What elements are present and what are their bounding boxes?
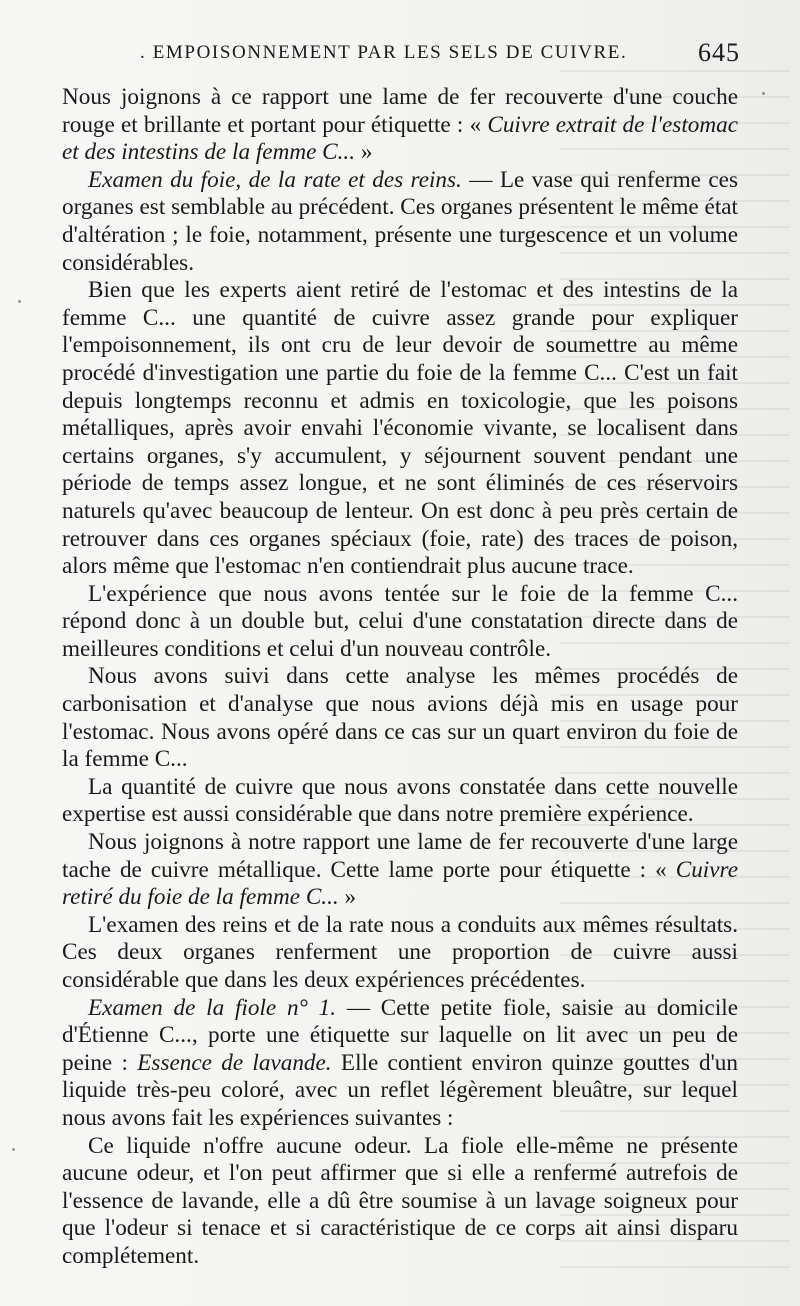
section-heading: Examen du foie, de la rate et des reins. <box>88 166 462 193</box>
paragraph <box>62 581 738 664</box>
text-run: L'expérience que nous avons tentée sur le foie de la femme C... répond donc à un double but, celui d'une constatation directe dans de meilleures conditions et celui d'un nouveau contrôle. <box>62 580 738 662</box>
text-run: La quantité de cuivre que nous avons constatée dans cette nouvelle expertise est aussi considérable que dans notre première expérience. <box>62 773 738 828</box>
paragraph <box>62 167 738 277</box>
text-run: Bien que les experts aient retiré de l'estomac et des intestins de la femme C... une quantité de cuivre assez grande pour expliquer l'empoisonnement, ils ont cru de leur devoir de soumettre au même procédé d'investigation une partie du foie de la femme C... C'est un fait depuis longtemps reconnu et admis en toxicologie, que les poisons métalliques, après avoir envahi l'économie vivante, se localisent dans certains organes, s'y accumulent, y séjournent souvent pendant une période de temps assez longue, et ne sont éliminés de ces réservoirs naturels qu'avec beaucoup de lenteur. On est donc à peu près certain de retrouver dans ces organes spéciaux (foie, rate) des traces de poison, alors même que l'estomac n'en contiendrait plus aucune trace. <box>62 277 738 580</box>
paper-speck <box>762 92 765 95</box>
text-run: L'examen des reins et de la rate nous a conduits aux mêmes résultats. Ces deux organes renferment une proportion de cuivre aussi considérable que dans les deux expériences précédentes. <box>62 911 738 993</box>
italic-run: Cuivre retiré du foie de la femme C... <box>62 856 738 911</box>
text-run: — Cette petite fiole, saisie au domicile d'Étienne C..., porte une étiquette sur laquelle on lit avec un peu de peine : <box>62 994 739 1076</box>
paragraph <box>62 912 738 995</box>
italic-run: Cuivre extrait de l'estomac et des intestins de la femme C... <box>62 111 738 166</box>
text-run: — Le vase qui renferme ces organes est semblable au précédent. Ces organes présentent le même état d'altération ; le foie, notamment, présente une turgescence et un volume considérables. <box>62 166 738 276</box>
page-header <box>140 38 740 78</box>
paragraph <box>62 829 738 912</box>
paragraph <box>62 663 738 773</box>
text-run: Elle contient environ quinze gouttes d'un liquide très-peu coloré, avec un reflet légèrement bleuâtre, sur lequel nous avons fait les expériences suivantes : <box>62 1049 738 1131</box>
text-body <box>62 84 738 1271</box>
paper-speck <box>18 300 21 303</box>
paragraph <box>62 277 738 581</box>
page-number: 645 <box>698 38 740 67</box>
text-run: Nous joignons à ce rapport une lame de fer recouverte d'une couche rouge et brillante et portant pour étiquette : « <box>62 84 738 138</box>
paragraph <box>62 1133 738 1271</box>
paragraph <box>62 84 738 167</box>
text-run: » <box>360 139 373 166</box>
paper-speck <box>12 1148 15 1151</box>
paragraph <box>62 995 738 1133</box>
italic-run: Essence de lavande. <box>137 1049 332 1076</box>
running-head: . EMPOISONNEMENT PAR LES SELS DE CUIVRE. <box>140 42 628 63</box>
text-run: » <box>338 884 357 911</box>
text-run: Ce liquide n'offre aucune odeur. La fiole elle-même ne présente aucune odeur, et l'on peut affirmer que si elle a renfermé autrefois de l'essence de lavande, elle a dû être soumise à un lavage soigneux pour que l'odeur si tenace et si caractéristique de ce corps ait ainsi disparu complétement. <box>62 1132 738 1269</box>
section-heading: Examen de la fiole n° 1. <box>88 994 337 1021</box>
paragraph <box>62 774 738 829</box>
text-run: Nous joignons à notre rapport une lame de fer recouverte d'une large tache de cuivre métallique. Cette lame porte pour étiquette : « <box>62 829 738 883</box>
text-run: Nous avons suivi dans cette analyse les mêmes procédés de carbonisation et d'analyse que nous avions déjà mis en usage pour l'estomac. Nous avons opéré dans ce cas sur un quart environ du foie de la femme C... <box>62 663 738 773</box>
